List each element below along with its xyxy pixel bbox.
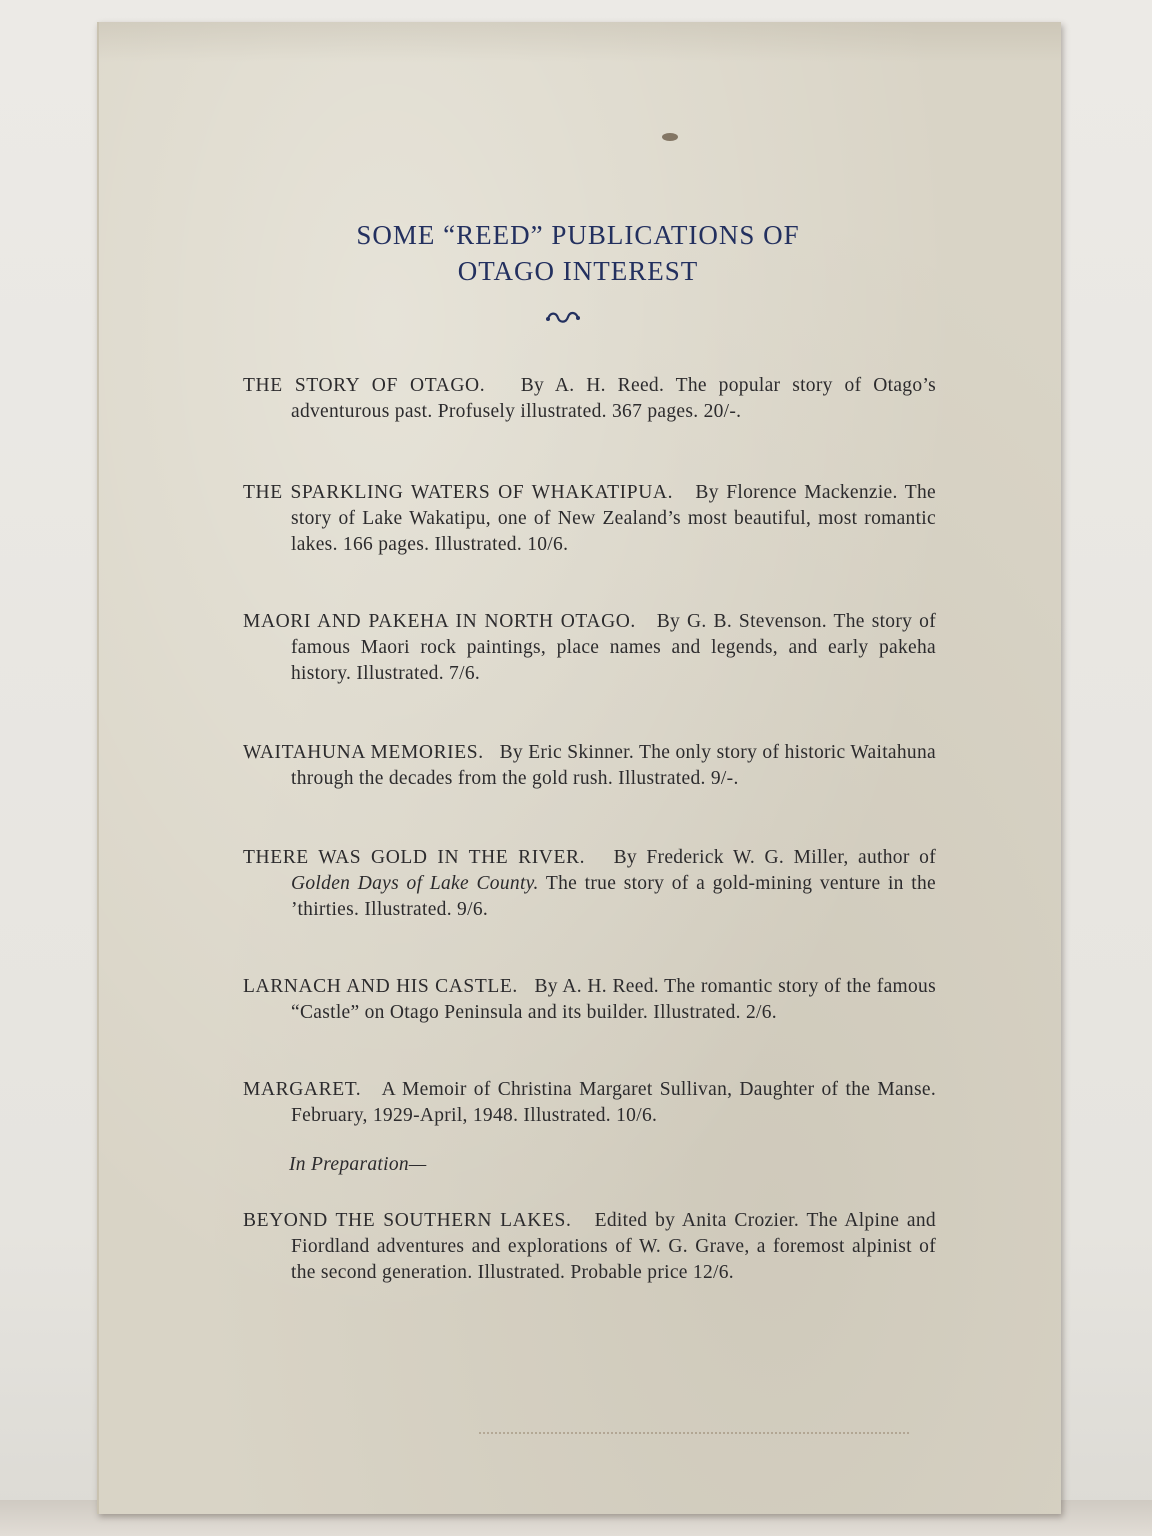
book-title: WAITAHUNA MEMORIES. (243, 742, 484, 763)
list-item (243, 845, 936, 922)
in-preparation-label: In Preparation— (289, 1154, 427, 1175)
book-description: By G. B. Stevenson. The story of famous Maori rock paintings, place names and legends, and early pakeha history. Illustrated. 7/6. (291, 611, 936, 684)
book-title: BEYOND THE SOUTHERN LAKES. (243, 1210, 572, 1231)
book-title: THE STORY OF OTAGO. (243, 375, 486, 396)
cover-top-wear (99, 22, 1061, 62)
book-title: THE SPARKLING WATERS OF WHAKATIPUA. (243, 482, 674, 503)
list-item (243, 740, 936, 792)
page-heading (97, 217, 1059, 289)
list-item (243, 1077, 936, 1129)
book-title: MARGARET. (243, 1079, 362, 1100)
ornament-icon (545, 308, 581, 326)
list-item (243, 373, 936, 425)
cover-bottom-wear (479, 1432, 909, 1440)
book-title: LARNACH AND HIS CASTLE. (243, 976, 518, 997)
book-description-part: By Frederick W. G. Miller, author of (613, 847, 936, 868)
book-description: By A. H. Reed. The popular story of Otago’s adventurous past. Profusely illustrated. 367 pages. 20/-. (291, 375, 936, 422)
book-description: By Florence Mackenzie. The story of Lake Wakatipu, one of New Zealand’s most beautiful, most romantic lakes. 166 pages. Illustrated. 10/6. (291, 482, 936, 555)
list-item (243, 1208, 936, 1285)
book-description-part: The true story of a gold-mining venture in the ’thirties. Illustrated. 9/6. (291, 872, 936, 920)
book-title: THERE WAS GOLD IN THE RIVER. (243, 847, 586, 868)
book-description: By A. H. Reed. The romantic story of the famous “Castle” on Otago Peninsula and its builder. Illustrated. 2/6. (291, 976, 936, 1023)
book-description: A Memoir of Christina Margaret Sullivan, Daughter of the Manse. February, 1929-April, 1948. Illustrated. 10/6. (291, 1079, 937, 1126)
heading-line-1: SOME “REED” PUBLICATIONS OF (356, 220, 800, 250)
book-title: MAORI AND PAKEHA IN NORTH OTAGO. (243, 611, 636, 632)
heading-line-2: OTAGO INTEREST (457, 256, 699, 286)
stain-mark (662, 133, 678, 141)
book-description: Edited by Anita Crozier. The Alpine and Fiordland adventures and explorations of W. G. Grave, a foremost alpinist of the second generation. Illustrated. Probable price 12/6. (291, 1210, 936, 1283)
list-item (243, 480, 936, 557)
book-description: By Eric Skinner. The only story of historic Waitahuna through the decades from the gold rush. Illustrated. 9/-. (291, 742, 936, 789)
list-item (243, 974, 936, 1026)
referenced-title: Golden Days of Lake County. (291, 872, 539, 894)
list-item (243, 609, 936, 686)
